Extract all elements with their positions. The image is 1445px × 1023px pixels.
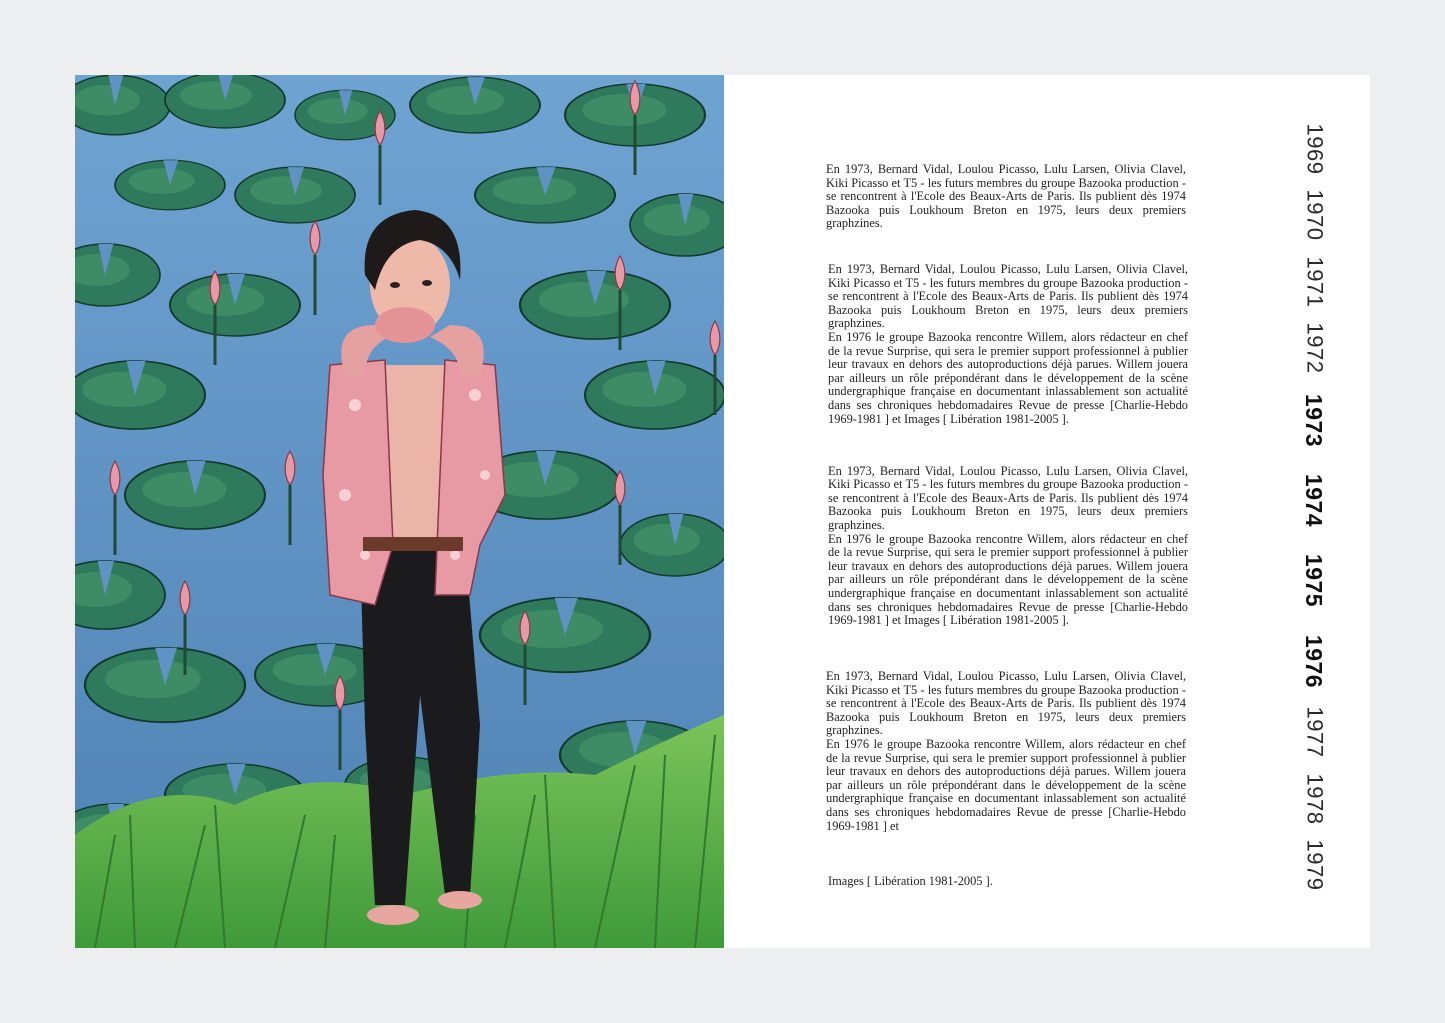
year-1976[interactable]: 1976 [1301, 634, 1328, 688]
paragraph-4: En 1973, Bernard Vidal, Loulou Picasso, Lulu Larsen, Olivia Clavel, Kiki Picasso et T5 - les futurs membres du groupe Bazooka production - se rencontrent à l'Ecole des Beaux-Arts de Paris. Ils publient dès 1974 Bazooka puis Loukhoum Breton en 1975, leurs deux premiers graphzines. En 1976 le groupe Bazooka rencontre Willem, alors rédacteur en chef de la revue Surprise, qui sera le premier support professionnel à publier leur travaux en dehors des autoproductions déjà parues. Willem jouera par ailleurs un rôle prépondérant dans le développement de la scène undergraphique française en documentant inlassablement son actualité dans ses chroniques hebdomadaires Revue de presse [Charlie-Hebdo 1969-1981 ] et [826, 669, 1186, 833]
book-spread [75, 75, 1370, 948]
paragraph-1: En 1973, Bernard Vidal, Loulou Picasso, Lulu Larsen, Olivia Clavel, Kiki Picasso et T5 - les futurs membres du groupe Bazooka production - se rencontrent à l'Ecole des Beaux-Arts de Paris. Ils publient dès 1974 Bazooka puis Loukhoum Breton en 1975, leurs deux premiers graphzines. [826, 162, 1186, 231]
paragraph-2: En 1973, Bernard Vidal, Loulou Picasso, Lulu Larsen, Olivia Clavel, Kiki Picasso et T5 - les futurs membres du groupe Bazooka production - se rencontrent à l'Ecole des Beaux-Arts de Paris. Ils publient dès 1974 Bazooka puis Loukhoum Breton en 1975, leurs deux premiers graphzines. En 1976 le groupe Bazooka rencontre Willem, alors rédacteur en chef de la revue Surprise, qui sera le premier support professionnel à publier leur travaux en dehors des autoproductions déjà parues. Willem jouera par ailleurs un rôle prépondérant dans le développement de la scène undergraphique française en documentant inlassablement son actualité dans ses chroniques hebdomadaires Revue de presse [Charlie-Hebdo 1969-1981 ] et Images [ Libération 1981-2005 ]. [828, 262, 1188, 426]
year-1972[interactable]: 1972 [1302, 322, 1328, 374]
paragraph-5: Images [ Libération 1981-2005 ]. [828, 874, 993, 888]
year-1971[interactable]: 1971 [1302, 256, 1328, 308]
year-1974[interactable]: 1974 [1301, 473, 1328, 527]
year-1969[interactable]: 1969 [1302, 123, 1328, 175]
year-1977[interactable]: 1977 [1302, 706, 1328, 758]
text-page [724, 75, 1370, 948]
year-timeline [1289, 75, 1339, 948]
illustration-drawing [75, 75, 724, 948]
paragraph-3: En 1973, Bernard Vidal, Loulou Picasso, Lulu Larsen, Olivia Clavel, Kiki Picasso et T5 - les futurs membres du groupe Bazooka production - se rencontrent à l'Ecole des Beaux-Arts de Paris. Ils publient dès 1974 Bazooka puis Loukhoum Breton en 1975, leurs deux premiers graphzines. En 1976 le groupe Bazooka rencontre Willem, alors rédacteur en chef de la revue Surprise, qui sera le premier support professionnel à publier leur travaux en dehors des autoproductions déjà parues. Willem jouera par ailleurs un rôle prépondérant dans le développement de la scène undergraphique française en documentant inlassablement son actualité dans ses chroniques hebdomadaires Revue de presse [Charlie-Hebdo 1969-1981 ] et Images [ Libération 1981-2005 ]. [828, 463, 1188, 628]
year-1973[interactable]: 1973 [1301, 393, 1328, 447]
lily-pond-illustration [75, 75, 724, 948]
year-1970[interactable]: 1970 [1302, 189, 1328, 241]
paragraph-3-cropped [828, 461, 1188, 639]
year-1979[interactable]: 1979 [1302, 839, 1328, 891]
year-1978[interactable]: 1978 [1302, 773, 1328, 825]
year-1975[interactable]: 1975 [1301, 553, 1328, 607]
